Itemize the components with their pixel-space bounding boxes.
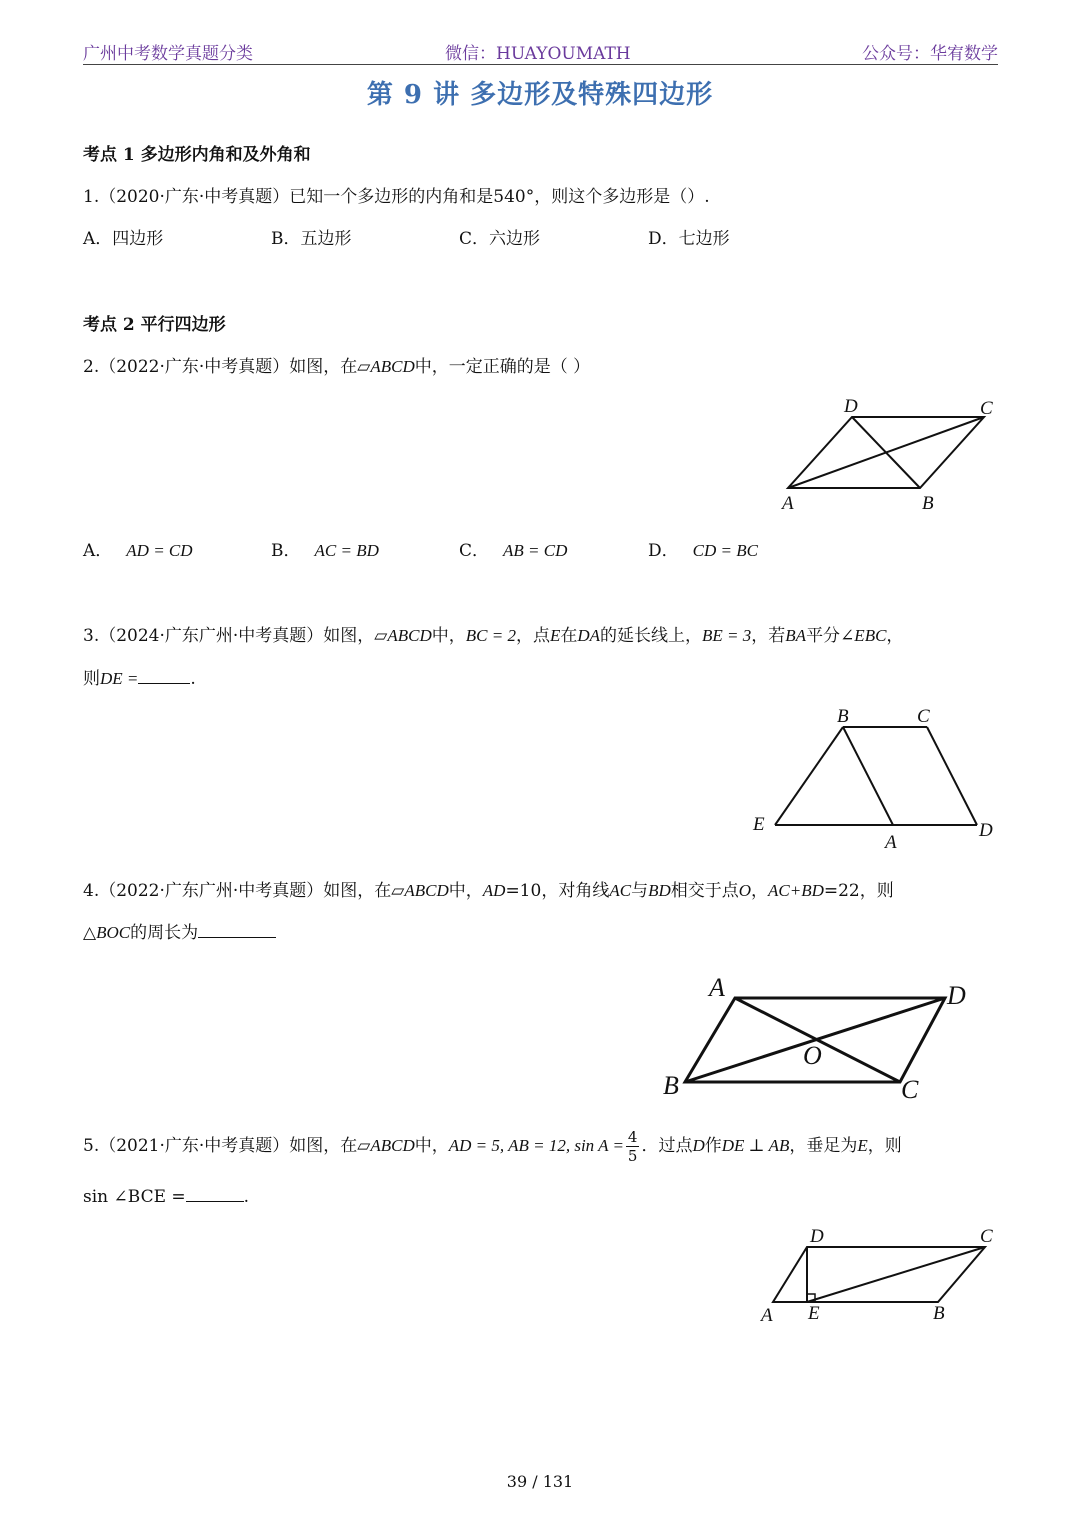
page-title: 第 9 讲 多边形及特殊四边形 [366,80,714,110]
question-1-text: 1.（2020·广东·中考真题）已知一个多边形的内角和是540°，则这个多边形是（）. [83,187,710,207]
page-header [83,36,998,65]
q2-abcd: ABCD [370,357,415,376]
q2-option-c: C． AB = CD [459,541,568,561]
section-heading-2: 考点 2 平行四边形 [83,315,226,335]
q2-option-b: B． AC = BD [271,541,379,561]
q2-label-b: B [922,493,934,514]
question-5-line-2: sin ∠BCE = . [83,1187,250,1207]
q2-label-a: A [782,493,794,514]
q1-option-a: A．四边形 [83,229,164,249]
parallelogram-symbol: ▱ [357,357,371,377]
q2-label-d: D [844,396,858,417]
q4-figure [655,968,985,1108]
q5-figure [755,1220,1005,1330]
q3-figure [745,700,1005,855]
page-number: 39 / 131 [506,1472,574,1491]
q5-label-b: B [933,1303,945,1324]
question-4-line-2: △BOC的周长为 [83,918,276,943]
q4-label-b: B [663,1071,679,1100]
q1-option-d: D．七边形 [648,229,730,249]
q5-fraction: $\frac{4}{5}$ [627,1128,638,1165]
q2-option-a: A． AD = CD [83,541,193,561]
q2-suffix: 中，一定正确的是（ ） [414,357,591,377]
q5-answer-blank [186,1187,244,1202]
q3-label-c: C [917,706,930,727]
q5-label-d: D [810,1226,824,1247]
q4-answer-blank [198,923,276,938]
question-3-line-1: 3.（2024·广东广州·中考真题）如图，▱ABCD中，BC = 2，点E在DA的延长线上，BE = 3，若BA平分∠EBC， [83,626,904,646]
q3-label-d: D [979,820,993,841]
section-heading-1: 考点 1 多边形内角和及外角和 [83,145,311,165]
q4-label-d: D [947,981,966,1010]
q3-answer-blank [138,669,190,684]
q2-diagonal-bd [852,417,920,488]
q4-label-o: O [803,1041,822,1070]
q2-label-c: C [980,398,993,419]
q3-label-b: B [837,706,849,727]
q1-option-b: B．五边形 [271,229,352,249]
question-2-text [83,352,590,377]
q5-label-e: E [808,1303,820,1324]
q2-prefix: 2.（2022·广东·中考真题）如图，在 [83,357,358,377]
header-left: 广州中考数学真题分类 [83,44,253,64]
question-3-line-2: 则DE = . [83,669,196,689]
question-5-line-1: 5.（2021·广东·中考真题）如图，在▱ABCD中，AD = 5, AB = 12, sin A = $\frac{4}{5}$ ．过点D作DE ⊥ AB，垂足为E，则 [83,1128,902,1165]
q5-label-a: A [761,1305,773,1326]
q2-option-d: D． CD = BC [648,541,758,561]
q3-label-e: E [753,814,765,835]
q2-figure [770,392,1000,517]
question-4-line-1: 4.（2022·广东广州·中考真题）如图，在▱ABCD中，AD=10，对角线AC与BD相交于点O，AC+BD=22，则 [83,881,894,901]
header-middle: 微信：HUAYOUMATH [445,44,631,64]
header-right: 公众号：华宥数学 [862,44,998,64]
q5-label-c: C [980,1226,993,1247]
q4-label-c: C [901,1075,919,1104]
q3-label-a: A [885,832,897,853]
q4-label-a: A [709,973,725,1002]
q1-option-c: C．六边形 [459,229,541,249]
